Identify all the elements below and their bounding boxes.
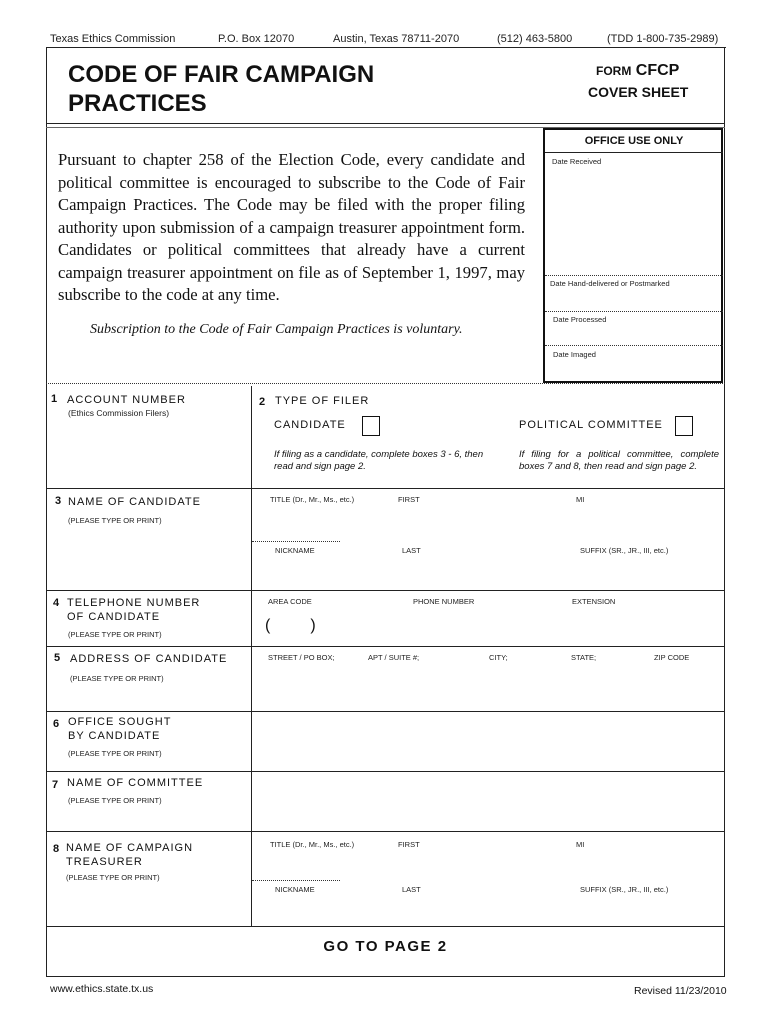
treasurer-label-line2: TREASURER (66, 856, 143, 868)
treas-nickname-field[interactable]: NICKNAME (275, 885, 315, 894)
section-3-number: 3 (55, 495, 62, 507)
zip-field[interactable]: ZIP CODE (654, 653, 690, 662)
candidate-option-label: CANDIDATE (274, 419, 346, 431)
go-to-page-2: GO TO PAGE 2 (323, 938, 448, 955)
office-use-title: OFFICE USE ONLY (584, 135, 684, 147)
telephone-label-line2: OF CANDIDATE (67, 611, 161, 623)
state-field[interactable]: STATE; (571, 653, 597, 662)
section-divider-3 (46, 488, 725, 489)
treasurer-sub: (PLEASE TYPE OR PRINT) (66, 873, 160, 882)
website: www.ethics.state.tx.us (50, 983, 154, 995)
city-field[interactable]: CITY; (489, 653, 508, 662)
date-hand-label: Date Hand-delivered or Postmarked (550, 279, 670, 288)
section-divider-7 (46, 771, 725, 772)
section-7-number: 7 (52, 779, 59, 791)
address-label: ADDRESS OF CANDIDATE (70, 653, 228, 665)
phone-number: (512) 463-5800 (497, 33, 573, 45)
section-divider-5 (46, 646, 725, 647)
office-sought-label (68, 715, 171, 743)
committee-option-label: POLITICAL COMMITTEE (519, 419, 663, 431)
treas-last-field[interactable]: LAST (402, 885, 421, 894)
intro-paragraph: Pursuant to chapter 258 of the Election Code, every candidate and political committee is encouraged to subscribe to the Code of Fair Campaign Practices. The Code may be filed with the proper filing authority upon submission of a campaign treasurer appointment form. Candidates or political committees that already have a current campaign treasurer appointment on file as of September 1, 1997, may subscribe to the code at any time. (58, 150, 525, 304)
office-use-divider (545, 152, 723, 153)
form-title (68, 60, 374, 118)
cand-title-field[interactable]: TITLE (Dr., Mr., Ms., etc.) (270, 495, 355, 504)
form-code: CFCP (635, 62, 680, 79)
treas-first-field[interactable]: FIRST (398, 840, 420, 849)
section-divider-goto (46, 926, 725, 927)
type-of-filer-label: TYPE OF FILER (275, 395, 370, 407)
candidate-checkbox[interactable] (362, 416, 380, 436)
cand-suffix-field[interactable]: SUFFIX (SR., JR., III, etc.) (580, 546, 669, 555)
telephone-sub: (PLEASE TYPE OR PRINT) (68, 630, 162, 639)
section-divider-4 (46, 590, 725, 591)
apt-field[interactable]: APT / SUITE #; (368, 653, 420, 662)
date-processed-label: Date Processed (553, 315, 607, 324)
cover-sheet-label: COVER SHEET (588, 84, 689, 100)
treas-suffix-field[interactable]: SUFFIX (SR., JR., III, etc.) (580, 885, 669, 894)
cand-nickname-field[interactable]: NICKNAME (275, 546, 315, 555)
city-address: Austin, Texas 78711-2070 (333, 33, 460, 45)
office-sought-line1: OFFICE SOUGHT (68, 716, 172, 728)
right-border (724, 47, 725, 977)
area-code-field[interactable]: AREA CODE (268, 597, 312, 606)
revised-date: Revised 11/23/2010 (634, 985, 727, 997)
office-sought-input[interactable] (253, 713, 723, 769)
candidate-instructions: If filing as a candidate, complete boxes 3 - 6, then read and sign page 2. (274, 449, 484, 472)
name-of-candidate-label: NAME OF CANDIDATE (68, 496, 201, 508)
committee-name-input[interactable] (253, 773, 723, 829)
office-divider-1 (545, 275, 723, 276)
bottom-border (46, 976, 725, 977)
top-border (46, 47, 726, 48)
section-5-number: 5 (54, 652, 61, 664)
section-2-number: 2 (259, 396, 266, 408)
tdd-number: (TDD 1-800-735-2989) (607, 33, 719, 45)
office-sought-line2: BY CANDIDATE (68, 730, 161, 742)
section-6-number: 6 (53, 718, 60, 730)
section-divider-8 (46, 831, 725, 832)
office-divider-3 (545, 345, 723, 346)
phone-number-field[interactable]: PHONE NUMBER (413, 597, 475, 606)
committee-checkbox[interactable] (675, 416, 693, 436)
account-number-label: ACCOUNT NUMBER (67, 394, 186, 406)
voluntary-note: Subscription to the Code of Fair Campaign Practices is voluntary. (90, 322, 463, 337)
section-4-number: 4 (53, 597, 60, 609)
form-title-line1: CODE OF FAIR CAMPAIGN (68, 61, 375, 88)
left-border (46, 47, 47, 977)
cand-first-field[interactable]: FIRST (398, 495, 420, 504)
committee-name-label: NAME OF COMMITTEE (67, 777, 204, 789)
street-field[interactable]: STREET / PO BOX; (268, 653, 335, 662)
title-rule (46, 123, 725, 124)
date-received-label: Date Received (552, 157, 602, 166)
telephone-label (67, 596, 200, 624)
treasurer-label (66, 841, 193, 869)
po-box: P.O. Box 12070 (218, 33, 295, 45)
area-code-parens: ( ) (265, 617, 316, 634)
cand-mi-field[interactable]: MI (576, 495, 585, 504)
agency-name: Texas Ethics Commission (50, 33, 176, 45)
address-sub: (PLEASE TYPE OR PRINT) (70, 674, 164, 683)
section-divider-top (46, 383, 725, 384)
cand-last-field[interactable]: LAST (402, 546, 421, 555)
candidate-name-sub: (PLEASE TYPE OR PRINT) (68, 516, 162, 525)
date-imaged-label: Date Imaged (553, 350, 596, 359)
section-divider-6 (46, 711, 725, 712)
cand-nickname-dots (252, 541, 340, 542)
account-number-sub: (Ethics Commission Filers) (68, 408, 170, 418)
form-title-line2: PRACTICES (68, 90, 207, 117)
telephone-label-line1: TELEPHONE NUMBER (67, 597, 201, 609)
form-word: FORM (596, 64, 632, 78)
label-column-divider (251, 386, 252, 926)
treas-nickname-dots (252, 880, 340, 881)
treas-mi-field[interactable]: MI (576, 840, 585, 849)
office-sought-sub: (PLEASE TYPE OR PRINT) (68, 749, 162, 758)
office-divider-2 (545, 311, 723, 312)
treasurer-label-line1: NAME OF CAMPAIGN (66, 842, 194, 854)
extension-field[interactable]: EXTENSION (572, 597, 616, 606)
form-code-block (596, 62, 679, 80)
committee-name-sub: (PLEASE TYPE OR PRINT) (68, 796, 162, 805)
section-8-number: 8 (53, 843, 60, 855)
committee-instructions: If filing for a political committee, complete boxes 7 and 8, then read and sign page 2. (519, 449, 719, 472)
section-1-number: 1 (51, 393, 58, 405)
treas-title-field[interactable]: TITLE (Dr., Mr., Ms., etc.) (270, 840, 355, 849)
